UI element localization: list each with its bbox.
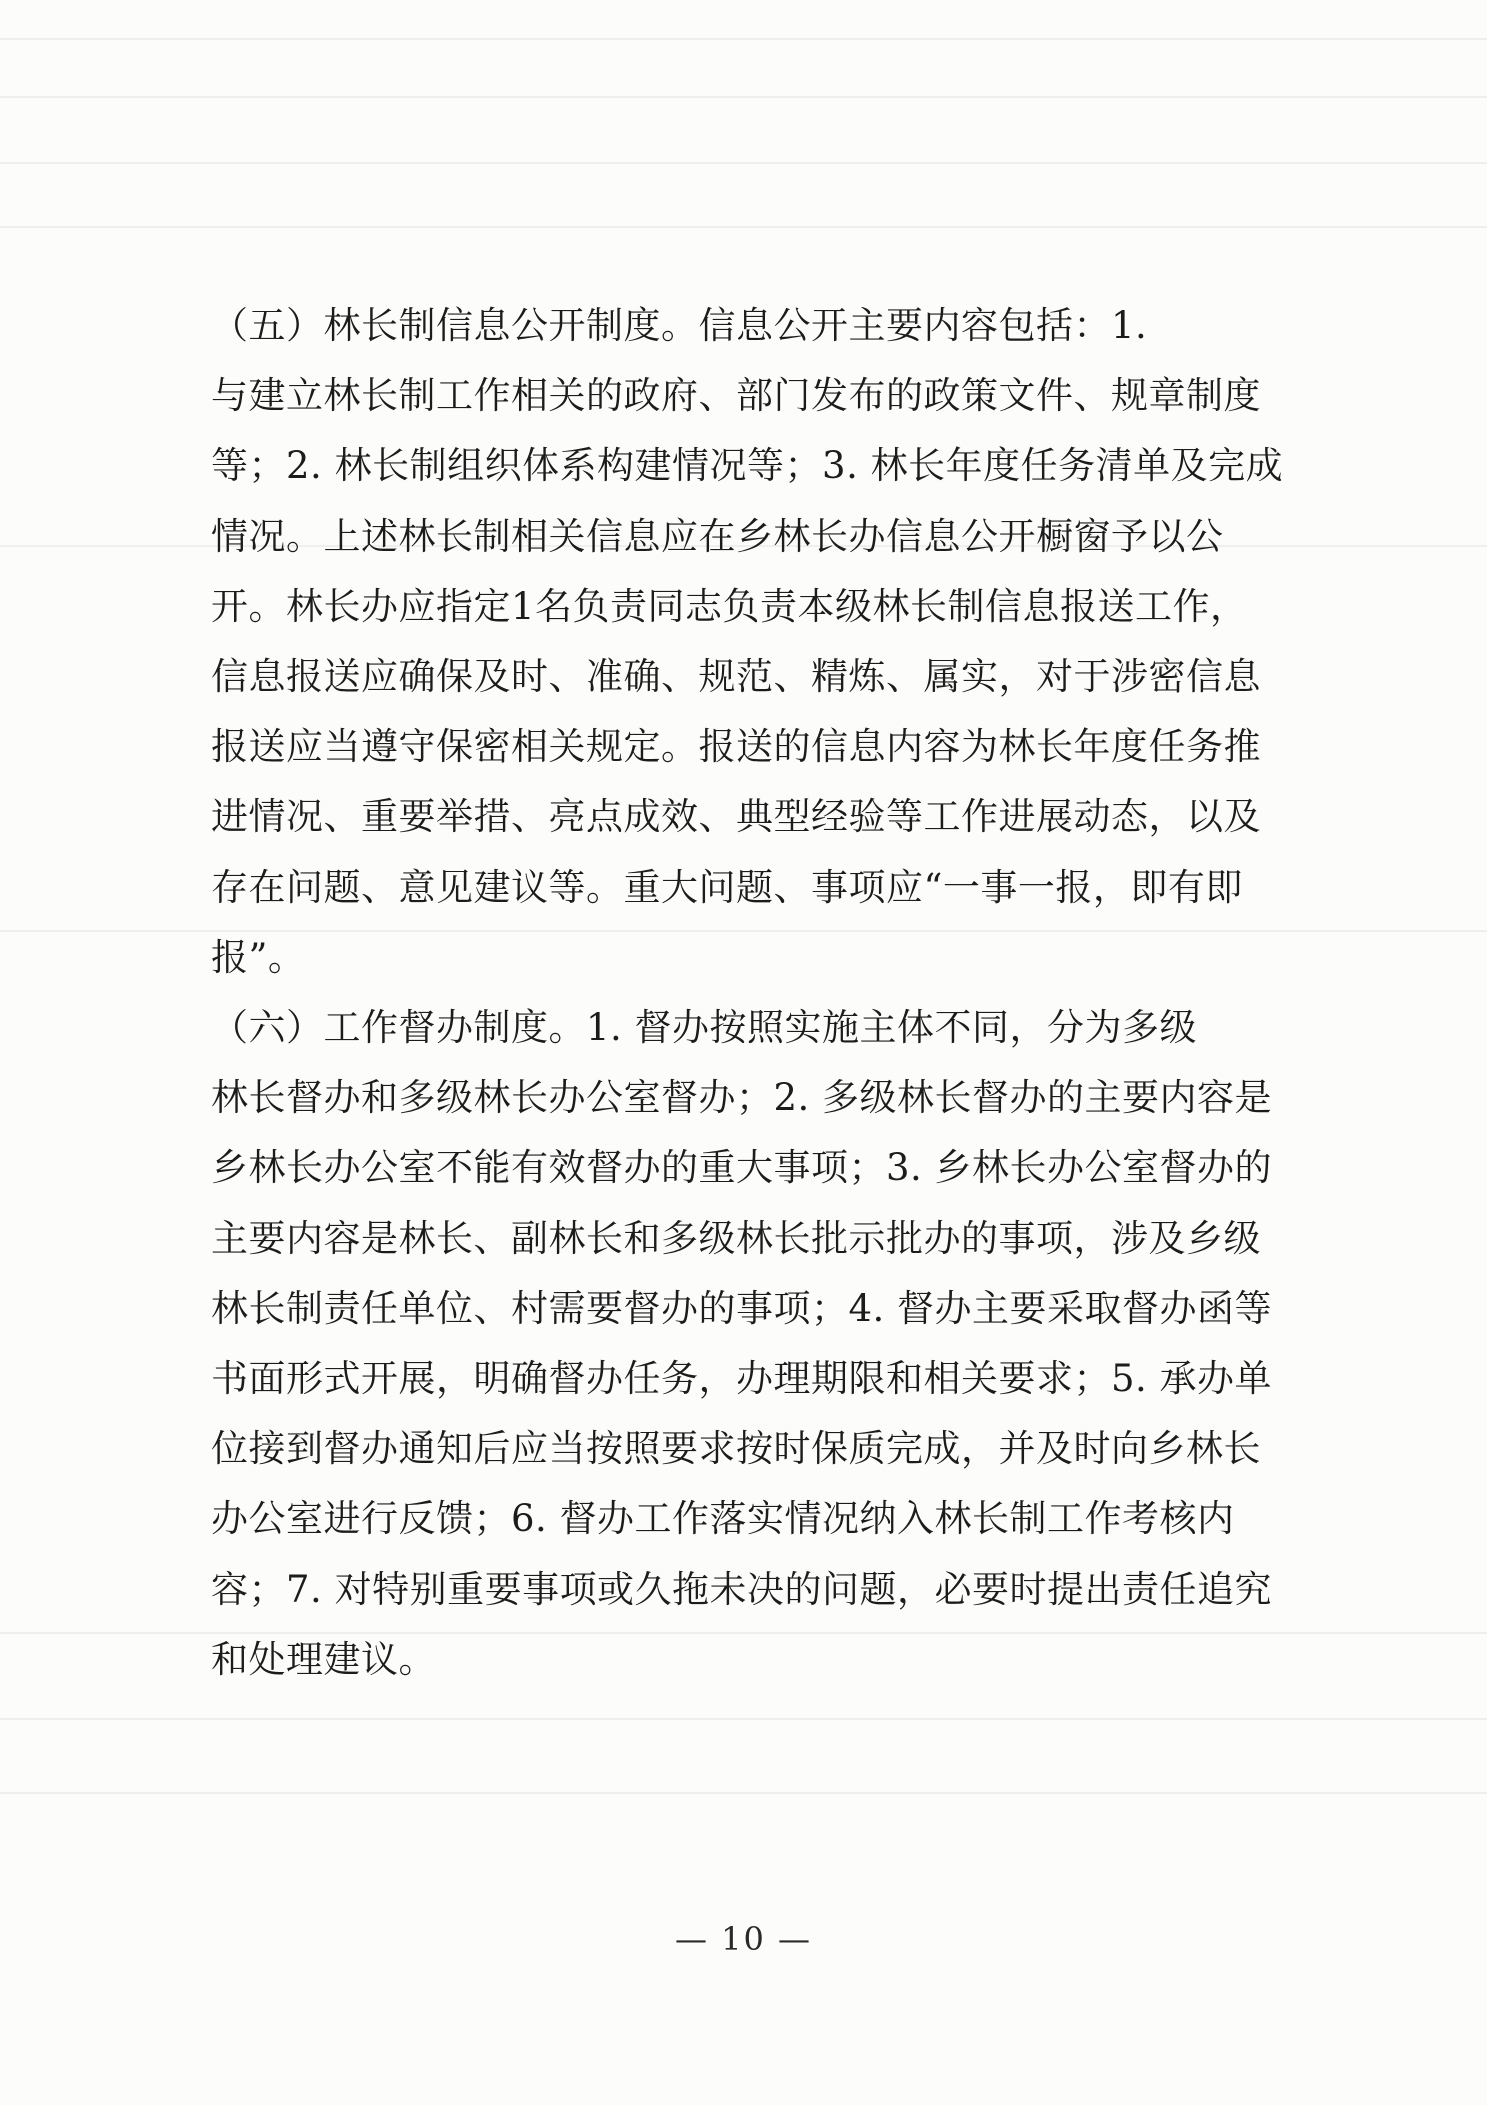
document-body: [211, 291, 1291, 1695]
scan-artifact-line: [0, 1718, 1487, 1720]
page-number: — 10 —: [674, 1920, 813, 1958]
scan-artifact-line: [0, 226, 1487, 228]
paragraph-forest-chief-info-disclosure: （五）林长制信息公开制度。信息公开主要内容包括：1. 与建立林长制工作相关的政府、部门发布的政策文件、规章制度 等；2. 林长制组织体系构建情况等；3. 林长年度任务清单及完成 情况。上述林长制相关信息应在乡林长办信息公开橱窗予以公 开。林长办应指定1名负责同志负责本级林长制信息报送工作， 信息报送应确保及时、准确、规范、精炼、属实，对于涉密信息 报送应当遵守保密相关规定。报送的信息内容为林长年度任务推 进情况、重要举措、亮点成效、典型经验等工作进展动态，以及 存在问题、意见建议等。重大问题、事项应“一事一报，即有即 报”。: [211, 304, 1284, 979]
scan-artifact-line: [0, 96, 1487, 98]
scan-artifact-line: [0, 162, 1487, 164]
scan-artifact-line: [0, 1792, 1487, 1794]
scan-artifact-line: [0, 38, 1487, 40]
paragraph-supervision-system: （六）工作督办制度。1. 督办按照实施主体不同，分为多级 林长督办和多级林长办公室督办；2. 多级林长督办的主要内容是 乡林长办公室不能有效督办的重大事项；3. 乡林长办公室督办的 主要内容是林长、副林长和多级林长批示批办的事项，涉及乡级 林长制责任单位、村需要督办的事项；4. 督办主要采取督办函等 书面形式开展，明确督办任务，办理期限和相关要求；5. 承办单 位接到督办通知后应当按照要求按时保质完成，并及时向乡林长 办公室进行反馈；6. 督办工作落实情况纳入林长制工作考核内 容；7. 对特别重要事项或久拖未决的问题，必要时提出责任追究 和处理建议。: [211, 1006, 1273, 1681]
